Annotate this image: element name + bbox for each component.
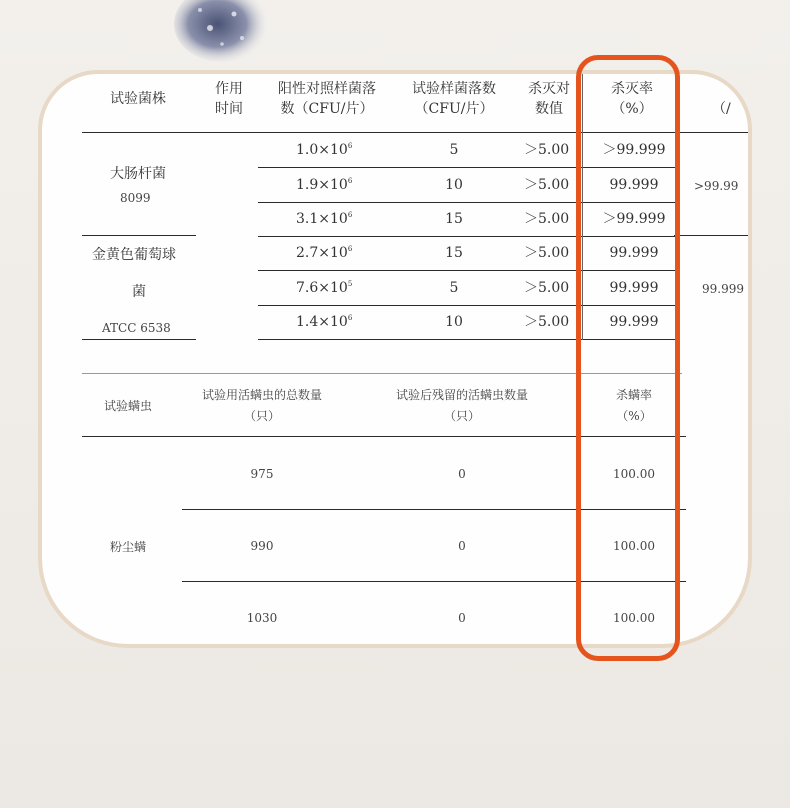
table1-group-name: 8099 bbox=[120, 191, 151, 205]
table1-header-sample-2: （CFU/片） bbox=[414, 101, 494, 117]
table1-group-name: ATCC 6538 bbox=[102, 321, 171, 335]
control-value: 7.6×10 bbox=[296, 280, 348, 296]
table2-header-remain-2: （只） bbox=[443, 409, 480, 423]
table1-average-divider bbox=[674, 235, 752, 236]
table1-group-bottom bbox=[82, 339, 196, 340]
table1-row-control bbox=[296, 210, 352, 230]
control-exponent: 6 bbox=[347, 211, 353, 219]
table1-row-sample: 15 bbox=[445, 211, 463, 227]
table2-row-total: 975 bbox=[250, 467, 274, 481]
table1-row-rate: 99.999 bbox=[609, 245, 659, 261]
table1-row-log: ＞5.00 bbox=[524, 280, 570, 296]
table1-row-log: ＞5.00 bbox=[524, 245, 570, 261]
table1-row-rate: 99.999 bbox=[609, 280, 659, 296]
table1-header-strain: 试验菌株 bbox=[110, 91, 166, 107]
table1-row-control bbox=[296, 313, 352, 333]
table1-group-name: 菌 bbox=[132, 284, 146, 300]
table1-row-log: ＞5.00 bbox=[524, 211, 570, 227]
table1-header-control-1: 阳性对照样菌落 bbox=[278, 81, 376, 97]
rate-column-highlight bbox=[576, 55, 680, 661]
table1-row-rate: ＞99.999 bbox=[602, 211, 666, 227]
table2-header-total-2: （只） bbox=[243, 409, 280, 423]
control-value: 1.4×10 bbox=[296, 314, 348, 330]
control-exponent: 6 bbox=[347, 314, 353, 322]
table1-header-time-2: 时间 bbox=[215, 101, 243, 117]
table2-row-remain: 0 bbox=[458, 467, 466, 481]
table2-row-total: 990 bbox=[250, 539, 274, 553]
table1-header-time-1: 作用 bbox=[215, 81, 243, 97]
table2-header-remain-1: 试验后残留的活螨虫数量 bbox=[395, 388, 528, 402]
control-value: 1.0×10 bbox=[296, 142, 348, 158]
table1-row-control bbox=[296, 244, 352, 264]
table1-group-name: 大肠杆菌 bbox=[110, 166, 166, 182]
table1-header-rate-1: 杀灭率 bbox=[611, 81, 653, 97]
table1-row-sample: 15 bbox=[445, 245, 463, 261]
table1-row-rate: ＞99.999 bbox=[602, 142, 666, 158]
table1-group-name: 金黄色葡萄球 bbox=[92, 247, 176, 263]
table1-row-control bbox=[296, 141, 352, 161]
table2-row-total: 1030 bbox=[246, 611, 278, 625]
table2-header-rate-2: （%） bbox=[616, 409, 652, 423]
table1-group-average: 99.999 bbox=[702, 282, 744, 296]
table1-row-log: ＞5.00 bbox=[524, 314, 570, 330]
table2-row-rate: 100.00 bbox=[613, 611, 655, 625]
table1-row-log: ＞5.00 bbox=[524, 177, 570, 193]
control-value: 1.9×10 bbox=[296, 177, 348, 193]
table1-row-log: ＞5.00 bbox=[524, 142, 570, 158]
table2-header-rate-1: 杀螨率 bbox=[615, 388, 652, 402]
table1-row-control bbox=[296, 176, 352, 196]
control-exponent: 6 bbox=[347, 245, 353, 253]
table2-row-remain: 0 bbox=[458, 539, 466, 553]
control-exponent: 6 bbox=[347, 142, 353, 150]
table1-header-cut: （/ bbox=[712, 101, 731, 117]
table1-row-sample: 5 bbox=[449, 142, 459, 158]
table1-header-log-1: 杀灭对 bbox=[528, 81, 570, 97]
table1-row-control bbox=[296, 279, 352, 299]
table1-row-sample: 10 bbox=[445, 177, 463, 193]
control-exponent: 6 bbox=[347, 177, 353, 185]
table1-header-sample-1: 试验样菌落数 bbox=[412, 81, 496, 97]
table2-row-rate: 100.00 bbox=[613, 467, 655, 481]
table1-header-rate-2: （%） bbox=[611, 101, 653, 117]
germ-illustration-icon bbox=[172, 0, 276, 66]
table1-header-control-2: 数（CFU/片） bbox=[280, 101, 374, 117]
table1-group-divider bbox=[82, 235, 196, 236]
table2-row-remain: 0 bbox=[458, 611, 466, 625]
control-value: 3.1×10 bbox=[296, 211, 348, 227]
control-value: 2.7×10 bbox=[296, 245, 348, 261]
table1-group-average: >99.99 bbox=[694, 179, 739, 193]
table2-header-mite: 试验螨虫 bbox=[104, 399, 153, 413]
table1-header-log-2: 数值 bbox=[535, 101, 563, 117]
table1-row-sample: 10 bbox=[445, 314, 463, 330]
table1-row-sample: 5 bbox=[449, 280, 459, 296]
table2-mite-name: 粉尘螨 bbox=[110, 540, 147, 554]
table2-row-rate: 100.00 bbox=[613, 539, 655, 553]
table1-row-rate: 99.999 bbox=[609, 314, 659, 330]
control-exponent: 5 bbox=[347, 280, 353, 288]
table2-header-total-1: 试验用活螨虫的总数量 bbox=[201, 388, 322, 402]
table1-row-rate: 99.999 bbox=[609, 177, 659, 193]
